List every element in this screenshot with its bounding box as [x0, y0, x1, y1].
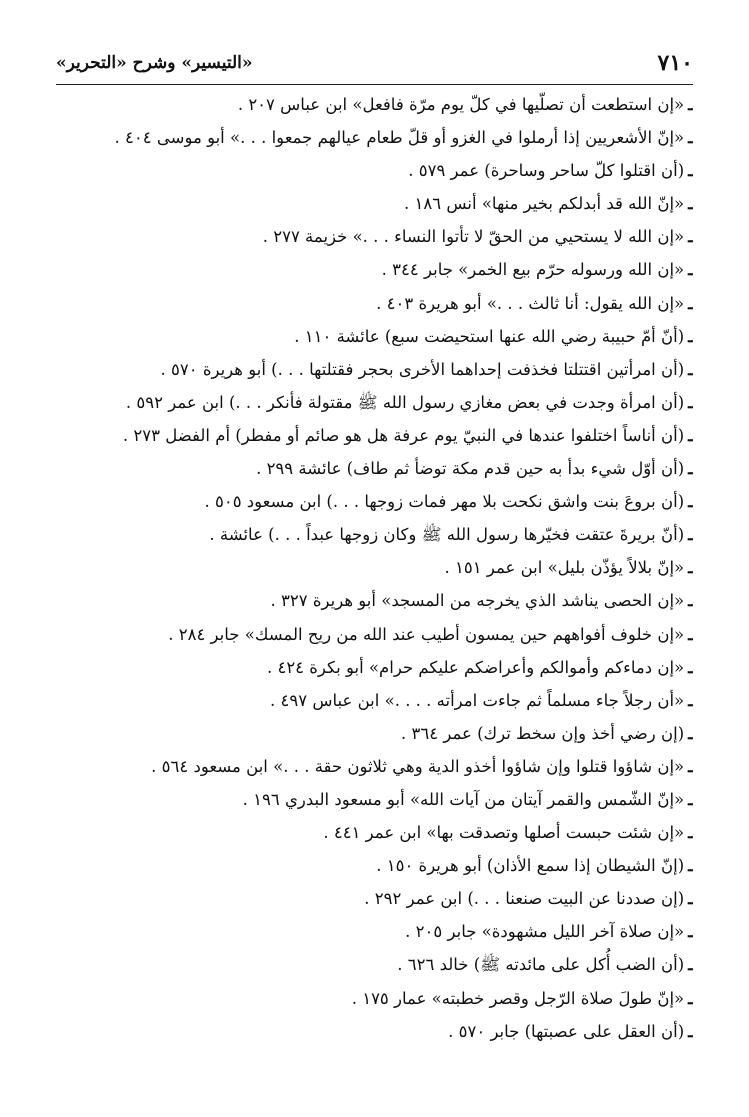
- index-entry: ـ(أن أوّل شيء بدأ به حين قدم مكة توضأ ثم طاف) عائشة ٢٩٩ .: [256, 459, 693, 479]
- index-entry: ـ«إنّ الأشعريين إذا أرملوا في الغزو أو قلّ طعام عيالهم جمعوا . . .» أبو موسى ٤٠٤ .: [114, 128, 693, 148]
- index-entry: ـ«إن صلاة آخر الليل مشهودة» جابر ٢٠٥ .: [405, 922, 693, 942]
- index-entry: ـ«إن خلوف أفواههم حين يمسون أطيب عند الله من ريح المسك» جابر ٢٨٤ .: [168, 624, 693, 644]
- index-entry: ـ«إن شاؤوا قتلوا وإن شاؤوا أخذو الدية وهي ثلاثون حقة . . .» ابن مسعود ٥٦٤ .: [151, 756, 693, 776]
- index-entry: ـ«إن شئت حبست أصلها وتصدقت بها» ابن عمر ٤٤١ .: [323, 823, 693, 843]
- index-entry: ـ«إن الله يقول: أنا ثالث . . .» أبو هريرة ٤٠٣ .: [376, 293, 693, 313]
- index-entry: ـ«إن الله ورسوله حرّم بيع الخمر» جابر ٣٤٤ .: [381, 260, 693, 280]
- index-entry: ـ(أن بروعَ بنت واشق نكحت بلا مهر فمات زوجها . . .) ابن مسعود ٥٠٥ .: [204, 492, 693, 512]
- index-entry: ـ(أنّ أمّ حبيبة رضي الله عنها استحيضت سبع) عائشة ١١٠ .: [294, 326, 693, 346]
- index-entry: ـ(أن أناساً اختلفوا عندها في النبيّ يوم عرفة هل هو صائم أو مفطر) أم الفضل ٢٧٣ .: [122, 425, 693, 445]
- index-entry: ـ«إنّ طولَ صلاة الرّجل وقصر خطبته» عمار ١٧٥ .: [351, 988, 693, 1008]
- index-entry: ـ«إنّ الشّمس والقمر آيتان من آيات الله» أبو مسعود البدري ١٩٦ .: [242, 789, 693, 809]
- index-entry: ـ«إن استطعت أن تصلّيها في كلّ يوم مرّة فافعل» ابن عباس ٢٠٧ .: [237, 95, 693, 114]
- index-entry: ـ«إن الله لا يستحيي من الحقّ لا تأتوا النساء . . .» خزيمة ٢٧٧ .: [262, 227, 693, 247]
- index-entry: ـ(أنّ بريرةَ عتقت فخيّرها رسول الله ﷺ وكان زوجها عبداً . . .) عائشة .: [209, 525, 693, 545]
- page-header: [56, 46, 693, 80]
- hadith-index-list: [40, 88, 693, 1048]
- index-entry: ـ(إن صددنا عن البيت صنعنا . . .) ابن عمر ٢٩٢ .: [364, 889, 693, 909]
- index-entry: ـ«أن رجلاً جاء مسلماً ثم جاءت امرأته . . . .» ابن عباس ٤٩٧ .: [270, 690, 693, 710]
- index-entry: ـ(إنّ الشيطان إذا سمع الأذان) أبو هريرة ١٥٠ .: [376, 856, 693, 876]
- index-entry: ـ(أن اقتلوا كلّ ساحر وساحرة) عمر ٥٧٩ .: [408, 161, 693, 181]
- index-entry: ـ(أن امرأتين اقتتلتا فخذفت إحداهما الأخرى بحجر فقتلتها . . .) أبو هريرة ٥٧٠ .: [160, 359, 693, 379]
- index-entry: ـ«إن الحصى يناشد الذي يخرجه من المسجد» أبو هريرة ٣٢٧ .: [270, 591, 693, 611]
- page-number: ٧١٠: [657, 50, 693, 76]
- index-entry: ـ«إن دماءكم وأموالكم وأعراضكم عليكم حرام» أبو بكرة ٤٢٤ .: [266, 657, 693, 677]
- index-entry: ـ(أن الضب أُكل على مائدته ﷺ) خالد ٦٢٦ .: [397, 955, 693, 975]
- header-divider: [56, 84, 693, 85]
- index-entry: ـ(أن العقل على عصبتها) جابر ٥٧٠ .: [448, 1021, 693, 1041]
- index-entry: ـ«إنّ بلالاً يؤذّن بليل» ابن عمر ١٥١ .: [444, 558, 693, 578]
- index-entry: ـ(إن رضي أخذ وإن سخط ترك) عمر ٣٦٤ .: [401, 723, 693, 743]
- index-entry: ـ«إنّ الله قد أبدلكم بخير منها» أنس ١٨٦ .: [404, 194, 693, 214]
- running-title: «التيسير» وشرح «التحرير»: [56, 53, 253, 73]
- index-entry: ـ(أن امرأة وجدت في بعض مغازي رسول الله ﷺ مقتولة فأنكر . . .) ابن عمر ٥٩٢ .: [125, 392, 693, 412]
